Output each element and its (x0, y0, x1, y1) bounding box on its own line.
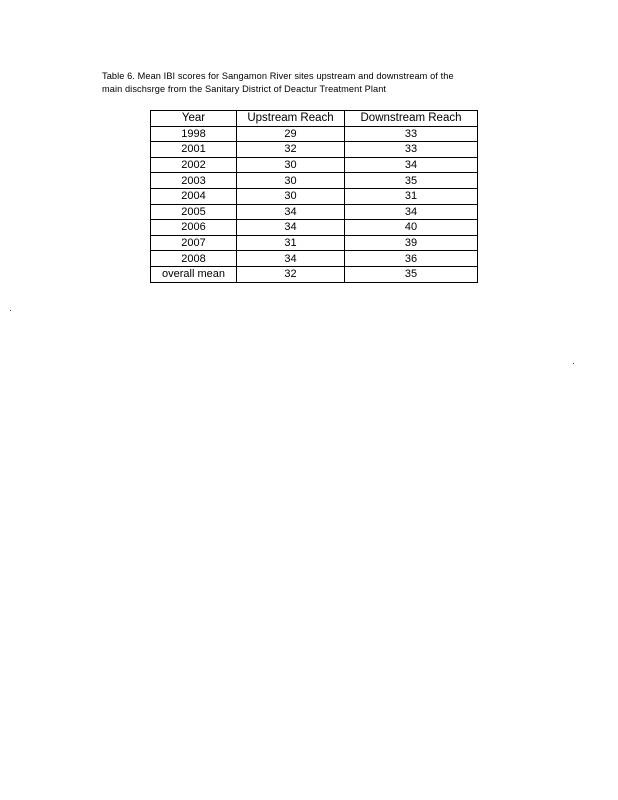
upstream-mean-cell: 32 (237, 266, 345, 282)
year-cell: 1998 (151, 126, 237, 142)
table-row (151, 173, 478, 189)
table-row (151, 157, 478, 173)
year-cell: 2002 (151, 157, 237, 173)
downstream-cell: 31 (345, 188, 478, 204)
upstream-cell: 34 (237, 204, 345, 220)
year-cell: 2007 (151, 235, 237, 251)
header-upstream-reach: Upstream Reach (237, 111, 345, 127)
downstream-cell: 36 (345, 251, 478, 267)
upstream-cell: 34 (237, 220, 345, 236)
table-row (151, 126, 478, 142)
caption-line-1: Table 6. Mean IBI scores for Sangamon River sites upstream and downstream of the (102, 71, 454, 81)
year-cell: 2003 (151, 173, 237, 189)
upstream-cell: 30 (237, 157, 345, 173)
downstream-cell: 35 (345, 173, 478, 189)
table-row (151, 220, 478, 236)
table-header-row (151, 111, 478, 127)
year-cell: 2006 (151, 220, 237, 236)
downstream-mean-cell: 35 (345, 266, 478, 282)
ibi-scores-table (150, 110, 478, 283)
upstream-cell: 30 (237, 188, 345, 204)
table-caption (102, 70, 522, 96)
downstream-cell: 39 (345, 235, 478, 251)
year-cell: 2001 (151, 142, 237, 158)
year-cell: 2004 (151, 188, 237, 204)
upstream-cell: 30 (237, 173, 345, 189)
downstream-cell: 34 (345, 204, 478, 220)
table-row (151, 188, 478, 204)
scan-speck (573, 363, 574, 364)
overall-mean-row (151, 266, 478, 282)
upstream-cell: 31 (237, 235, 345, 251)
overall-mean-label: overall mean (151, 266, 237, 282)
upstream-cell: 32 (237, 142, 345, 158)
table-row (151, 251, 478, 267)
table-row (151, 204, 478, 220)
upstream-cell: 29 (237, 126, 345, 142)
scan-speck (10, 310, 11, 311)
caption-line-2: main dischsrge from the Sanitary District of Deactur Treatment Plant (102, 84, 387, 94)
table-row (151, 235, 478, 251)
header-year: Year (151, 111, 237, 127)
downstream-cell: 40 (345, 220, 478, 236)
year-cell: 2008 (151, 251, 237, 267)
year-cell: 2005 (151, 204, 237, 220)
downstream-cell: 33 (345, 142, 478, 158)
downstream-cell: 33 (345, 126, 478, 142)
table-row (151, 142, 478, 158)
upstream-cell: 34 (237, 251, 345, 267)
header-downstream-reach: Downstream Reach (345, 111, 478, 127)
downstream-cell: 34 (345, 157, 478, 173)
